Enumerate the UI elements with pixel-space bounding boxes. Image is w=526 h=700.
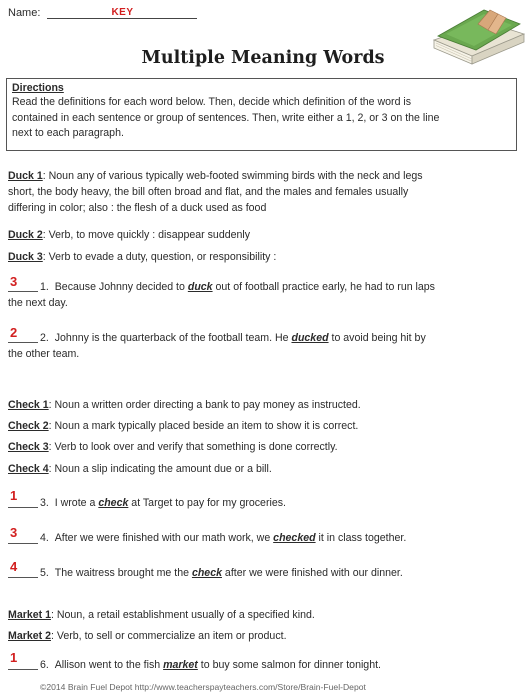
name-label: Name: (8, 7, 41, 19)
question-6 (40, 657, 381, 673)
directions-line: next to each paragraph. (12, 127, 124, 139)
duck-def-1 (8, 168, 423, 184)
duck-3-text: : Verb to evade a duty, question, or responsibility : (42, 251, 277, 263)
question-3 (40, 495, 286, 511)
answer-line-5[interactable] (8, 577, 38, 578)
question-1-after: out of football practice early, he had to run laps (212, 281, 435, 293)
market-1-term: Market 1 (8, 609, 51, 621)
answer-line-6[interactable] (8, 669, 38, 670)
directions-line: Read the definitions for each word below. Then, decide which definition of the word is (12, 96, 412, 108)
directions-line: contained in each sentence or group of sentences. Then, write either a 1, 2, or 3 on the line (12, 111, 440, 124)
directions-heading: Directions (12, 82, 64, 94)
answer-4: 3 (10, 525, 18, 540)
market-2-term: Market 2 (8, 630, 51, 642)
question-3-number: 3. (40, 497, 49, 509)
duck-def-2 (8, 227, 250, 243)
check-def-1 (8, 397, 361, 413)
duck-1-text: : Noun any of various typically web-footed swimming birds with the neck and legs (42, 170, 423, 182)
question-5-before: The waitress brought me the (54, 567, 192, 579)
question-3-word: check (98, 497, 129, 509)
duck-2-text: : Verb, to move quickly : disappear suddenly (42, 229, 251, 241)
question-4-word: checked (273, 532, 316, 544)
duck-1-term: Duck 1 (8, 170, 43, 182)
question-6-before: Allison went to the fish (54, 659, 164, 671)
answer-line-1[interactable] (8, 291, 38, 292)
answer-5: 4 (10, 559, 18, 574)
answer-2: 2 (10, 325, 18, 340)
name-field[interactable] (47, 6, 197, 19)
question-6-after: to buy some salmon for dinner tonight. (197, 659, 381, 671)
check-4-text: : Noun a slip indicating the amount due or a bill. (48, 463, 272, 475)
answer-3: 1 (10, 488, 18, 503)
question-4-after: it in class together. (315, 532, 407, 544)
market-2-text: : Verb, to sell or commercialize an item or product. (51, 630, 287, 642)
question-5-word: check (191, 567, 222, 579)
market-def-2 (8, 628, 287, 644)
question-4-before: After we were finished with our math work, we (54, 532, 274, 544)
question-1-number: 1. (40, 281, 49, 293)
question-2-number: 2. (40, 332, 49, 344)
question-2-line2: the other team. (8, 348, 80, 360)
question-5-after: after we were finished with our dinner. (221, 567, 403, 579)
duck-def-1-line2: short, the body heavy, the bill often broad and flat, and the males and females usually (8, 186, 409, 198)
question-2-after: to avoid being hit by (328, 332, 426, 344)
duck-3-term: Duck 3 (8, 251, 43, 263)
check-2-text: : Noun a mark typically placed beside an item to show it is correct. (48, 420, 359, 432)
question-1-line2: the next day. (8, 297, 68, 309)
directions-body (12, 95, 511, 142)
question-2-word: ducked (291, 332, 329, 344)
question-3-after: at Target to pay for my groceries. (128, 497, 286, 509)
question-3-before: I wrote a (54, 497, 99, 509)
footer-copyright: ©2014 Brain Fuel Depot http://www.teacherspayteachers.com/Store/Brain-Fuel-Depot (40, 682, 366, 692)
answer-6: 1 (10, 650, 18, 665)
duck-def-3 (8, 249, 276, 265)
market-1-text: : Noun, a retail establishment usually of a specified kind. (51, 609, 315, 621)
question-6-word: market (163, 659, 198, 671)
duck-def-1-line3: differing in color; also : the flesh of a duck used as food (8, 202, 267, 214)
question-5-number: 5. (40, 567, 49, 579)
question-6-number: 6. (40, 659, 49, 671)
check-def-4 (8, 461, 272, 477)
check-3-text: : Verb to look over and verify that something is done correctly. (48, 441, 338, 453)
question-1 (40, 279, 435, 295)
check-2-term: Check 2 (8, 420, 49, 432)
check-4-term: Check 4 (8, 463, 49, 475)
question-5 (40, 565, 403, 581)
question-1-before: Because Johnny decided to (54, 281, 188, 293)
question-2-before: Johnny is the quarterback of the football team. He (54, 332, 292, 344)
name-value: KEY (111, 7, 134, 18)
check-1-text: : Noun a written order directing a bank to pay money as instructed. (48, 399, 361, 411)
answer-line-4[interactable] (8, 543, 38, 544)
answer-line-2[interactable] (8, 342, 38, 343)
check-def-3 (8, 439, 338, 455)
name-row (8, 6, 197, 19)
question-4 (40, 530, 406, 546)
check-1-term: Check 1 (8, 399, 49, 411)
market-def-1 (8, 607, 315, 623)
duck-2-term: Duck 2 (8, 229, 43, 241)
answer-1: 3 (10, 274, 18, 289)
question-4-number: 4. (40, 532, 49, 544)
answer-line-3[interactable] (8, 507, 38, 508)
question-2 (40, 330, 426, 346)
directions-box (6, 78, 517, 151)
page-title: Multiple Meaning Words (141, 48, 385, 68)
question-1-word: duck (187, 281, 213, 293)
check-3-term: Check 3 (8, 441, 49, 453)
check-def-2 (8, 418, 358, 434)
